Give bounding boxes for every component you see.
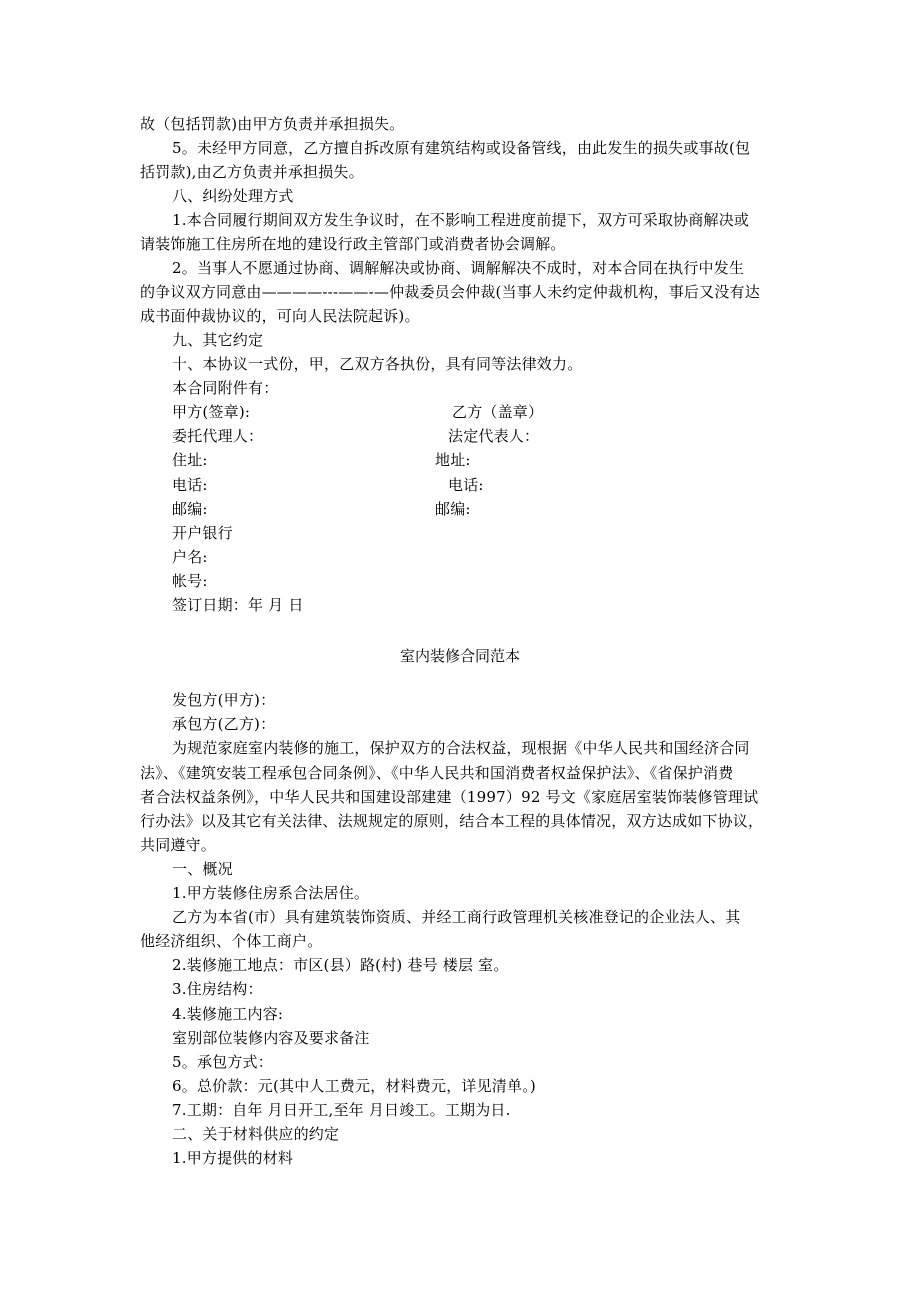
- paragraph-dispute-1-cont: 请装饰施工住房所在地的建设行政主管部门或消费者协会调解。: [140, 235, 566, 253]
- paragraph-item-5: 5。未经甲方同意，乙方擅自拆改原有建筑结构或设备管线，由此发生的损失或事故(包: [172, 139, 751, 157]
- party-a-label: 发包方(甲方)：: [172, 691, 276, 709]
- party-a-seal: 甲方(签章):: [172, 403, 251, 421]
- overview-item-1: 1.甲方装修住房系合法居住。: [172, 884, 370, 902]
- paragraph-loss-cont: 故（包括罚款)由甲方负责并承担损失。: [140, 115, 405, 133]
- paragraph-item-5-cont: 括罚款),由乙方负责并承担损失。: [140, 163, 364, 181]
- zip-a-label: 邮编:: [172, 500, 208, 518]
- account-no-label: 帐号:: [172, 572, 208, 590]
- legal-rep-label: 法定代表人：: [448, 427, 540, 445]
- party-b-label: 承包方(乙方)：: [172, 715, 276, 733]
- intro-paragraph: 为规范家庭室内装修的施工，保护双方的合法权益，现根据《中华人民共和国经济合同: [172, 739, 750, 757]
- zip-b-label: 邮编:: [435, 500, 471, 518]
- paragraph-dispute-2-cont1: 的争议双方同意由————---——-—仲裁委员会仲裁(当事人未约定仲裁机构，事后又没有达: [140, 283, 760, 301]
- overview-item-1b: 乙方为本省(市）具有建筑装饰资质、并经工商行政管理机关核准登记的企业法人、其: [172, 908, 741, 926]
- paragraph-dispute-2: 2。当事人不愿通过协商、调解解决或协商、调解解决不成时，对本合同在执行中发生: [172, 259, 745, 277]
- intro-paragraph-cont3: 行办法》以及其它有关法律、法规规定的原则，结合本工程的具体情况，双方达成如下协议，: [140, 812, 764, 830]
- phone-a-label: 电话:: [172, 476, 208, 494]
- attachments-label: 本合同附件有：: [172, 379, 279, 397]
- overview-item-5: 5。承包方式：: [172, 1053, 273, 1071]
- paragraph-dispute-1: 1.本合同履行期间双方发生争议时，在不影响工程进度前提下，双方可采取协商解决或: [172, 211, 750, 229]
- address-b-label: 地址:: [435, 451, 471, 469]
- party-b-seal: 乙方（盖章）: [452, 403, 544, 421]
- overview-item-4b: 室别部位装修内容及要求备注: [172, 1029, 370, 1047]
- heading-other: 九、其它约定: [172, 331, 264, 349]
- intro-paragraph-cont1: 法》、《建筑安装工程承包合同条例》、《中华人民共和国消费者权益保护法》、《省保护消费: [140, 764, 734, 782]
- bank-label: 开户银行: [172, 524, 233, 542]
- heading-dispute: 八、纠纷处理方式: [172, 187, 294, 205]
- heading-materials: 二、关于材料供应的约定: [172, 1125, 340, 1143]
- overview-item-7: 7.工期：自年 月日开工,至年 月日竣工。工期为日.: [172, 1101, 511, 1119]
- intro-paragraph-cont2: 者合法权益条例》，中华人民共和国建设部建建（1997）92 号文《家庭居室装饰装修管理试: [140, 788, 759, 806]
- paragraph-dispute-2-cont2: 成书面仲裁协议的，可向人民法院起诉)。: [140, 307, 420, 325]
- address-a-label: 住址:: [172, 451, 208, 469]
- heading-copies: 十、本协议一式份，甲，乙双方各执份，具有同等法律效力。: [172, 355, 583, 373]
- overview-item-4: 4.装修施工内容:: [172, 1005, 284, 1023]
- overview-item-2: 2.装修施工地点：市区(县）路(村) 巷号 楼层 室。: [172, 956, 509, 974]
- contract-title: 室内装修合同范本: [399, 647, 520, 665]
- intro-paragraph-cont4: 共同遵守。: [140, 836, 217, 854]
- account-name-label: 户名:: [172, 548, 208, 566]
- overview-item-1b-cont: 他经济组织、个体工商户。: [140, 932, 323, 950]
- overview-item-6: 6。总价款：元(其中人工费元，材料费元，详见清单。): [172, 1077, 536, 1095]
- phone-b-label: 电话:: [448, 476, 484, 494]
- heading-overview: 一、概况: [172, 860, 233, 878]
- agent-label: 委托代理人：: [172, 427, 264, 445]
- sign-date-label: 签订日期：年 月 日: [172, 596, 304, 614]
- materials-item-1: 1.甲方提供的材料: [172, 1149, 294, 1167]
- overview-item-3: 3.住房结构：: [172, 980, 263, 998]
